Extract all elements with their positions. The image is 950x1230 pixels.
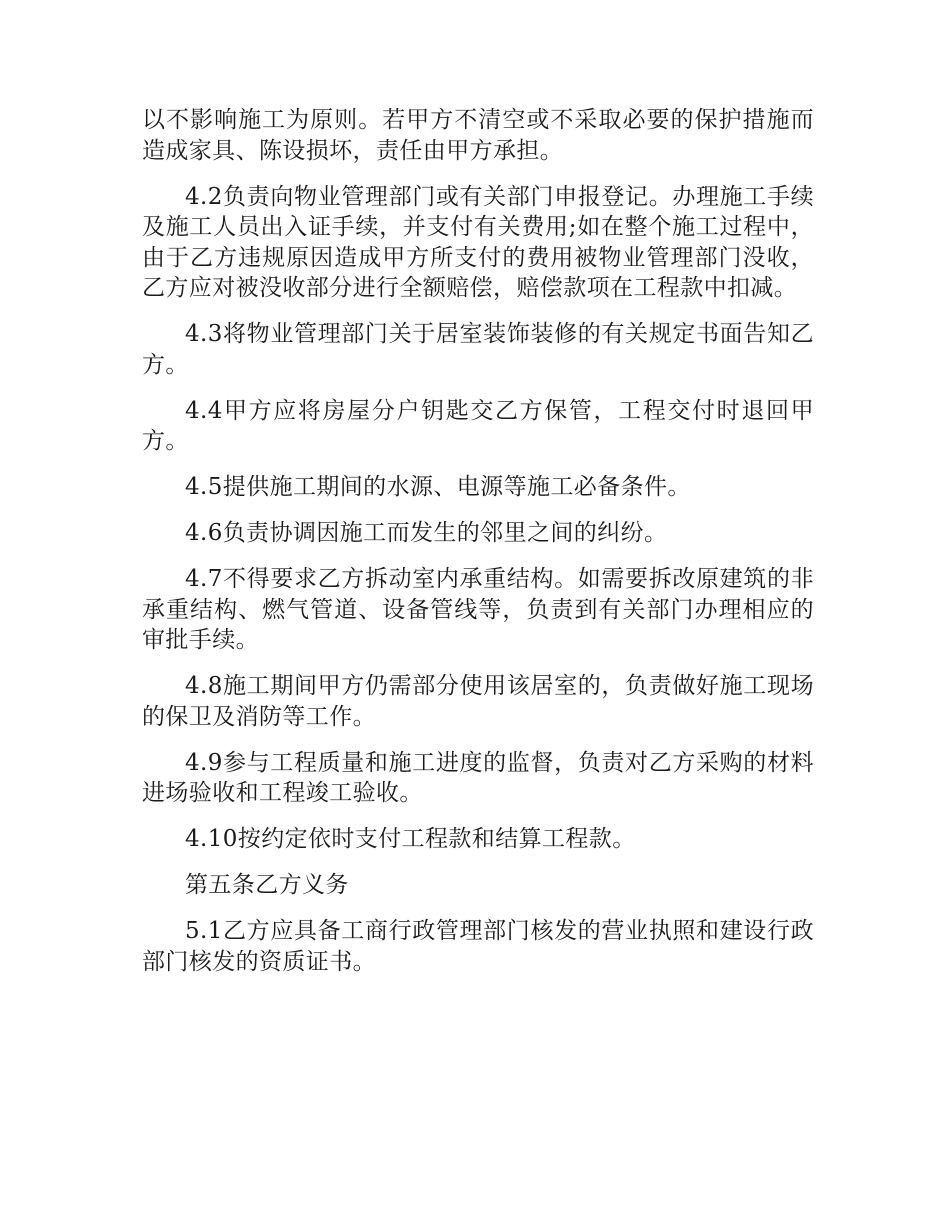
paragraph-continuation: 以不影响施工为原则。若甲方不清空或不采取必要的保护措施而造成家具、陈设损坏，责任由甲方承担。: [142, 107, 814, 164]
paragraph-4-3: 4.3将物业管理部门关于居室装饰装修的有关规定书面告知乙方。: [142, 321, 814, 378]
paragraph-4-5: 4.5提供施工期间的水源、电源等施工必备条件。: [185, 474, 691, 500]
paragraph-4-10: 4.10按约定依时支付工程款和结算工程款。: [185, 826, 636, 852]
paragraph-4-7: 4.7不得要求乙方拆动室内承重结构。如需要拆改原建筑的非承重结构、燃气管道、设备管线等，负责到有关部门办理相应的审批手续。: [142, 566, 814, 653]
paragraph-4-2: 4.2负责向物业管理部门或有关部门申报登记。办理施工手续及施工人员出入证手续，并支付有关费用;如在整个施工过程中，由于乙方违规原因造成甲方所支付的费用被物业管理部门没收，乙方应对被没收部分进行全额赔偿，赔偿款项在工程款中扣减。: [142, 183, 814, 301]
paragraph-5-1: 5.1乙方应具备工商行政管理部门核发的营业执照和建设行政部门核发的资质证书。: [142, 918, 814, 975]
paragraph-4-6: 4.6负责协调因施工而发生的邻里之间的纠纷。: [185, 520, 668, 546]
paragraph-4-4: 4.4甲方应将房屋分户钥匙交乙方保管，工程交付时退回甲方。: [142, 397, 814, 454]
section-heading-article-5: 第五条乙方义务: [185, 872, 349, 898]
document-body: [142, 105, 814, 993]
paragraph-4-9: 4.9参与工程质量和施工进度的监督，负责对乙方采购的材料进场验收和工程竣工验收。: [142, 749, 814, 806]
paragraph-4-8: 4.8施工期间甲方仍需部分使用该居室的，负责做好施工现场的保卫及消防等工作。: [142, 673, 814, 730]
